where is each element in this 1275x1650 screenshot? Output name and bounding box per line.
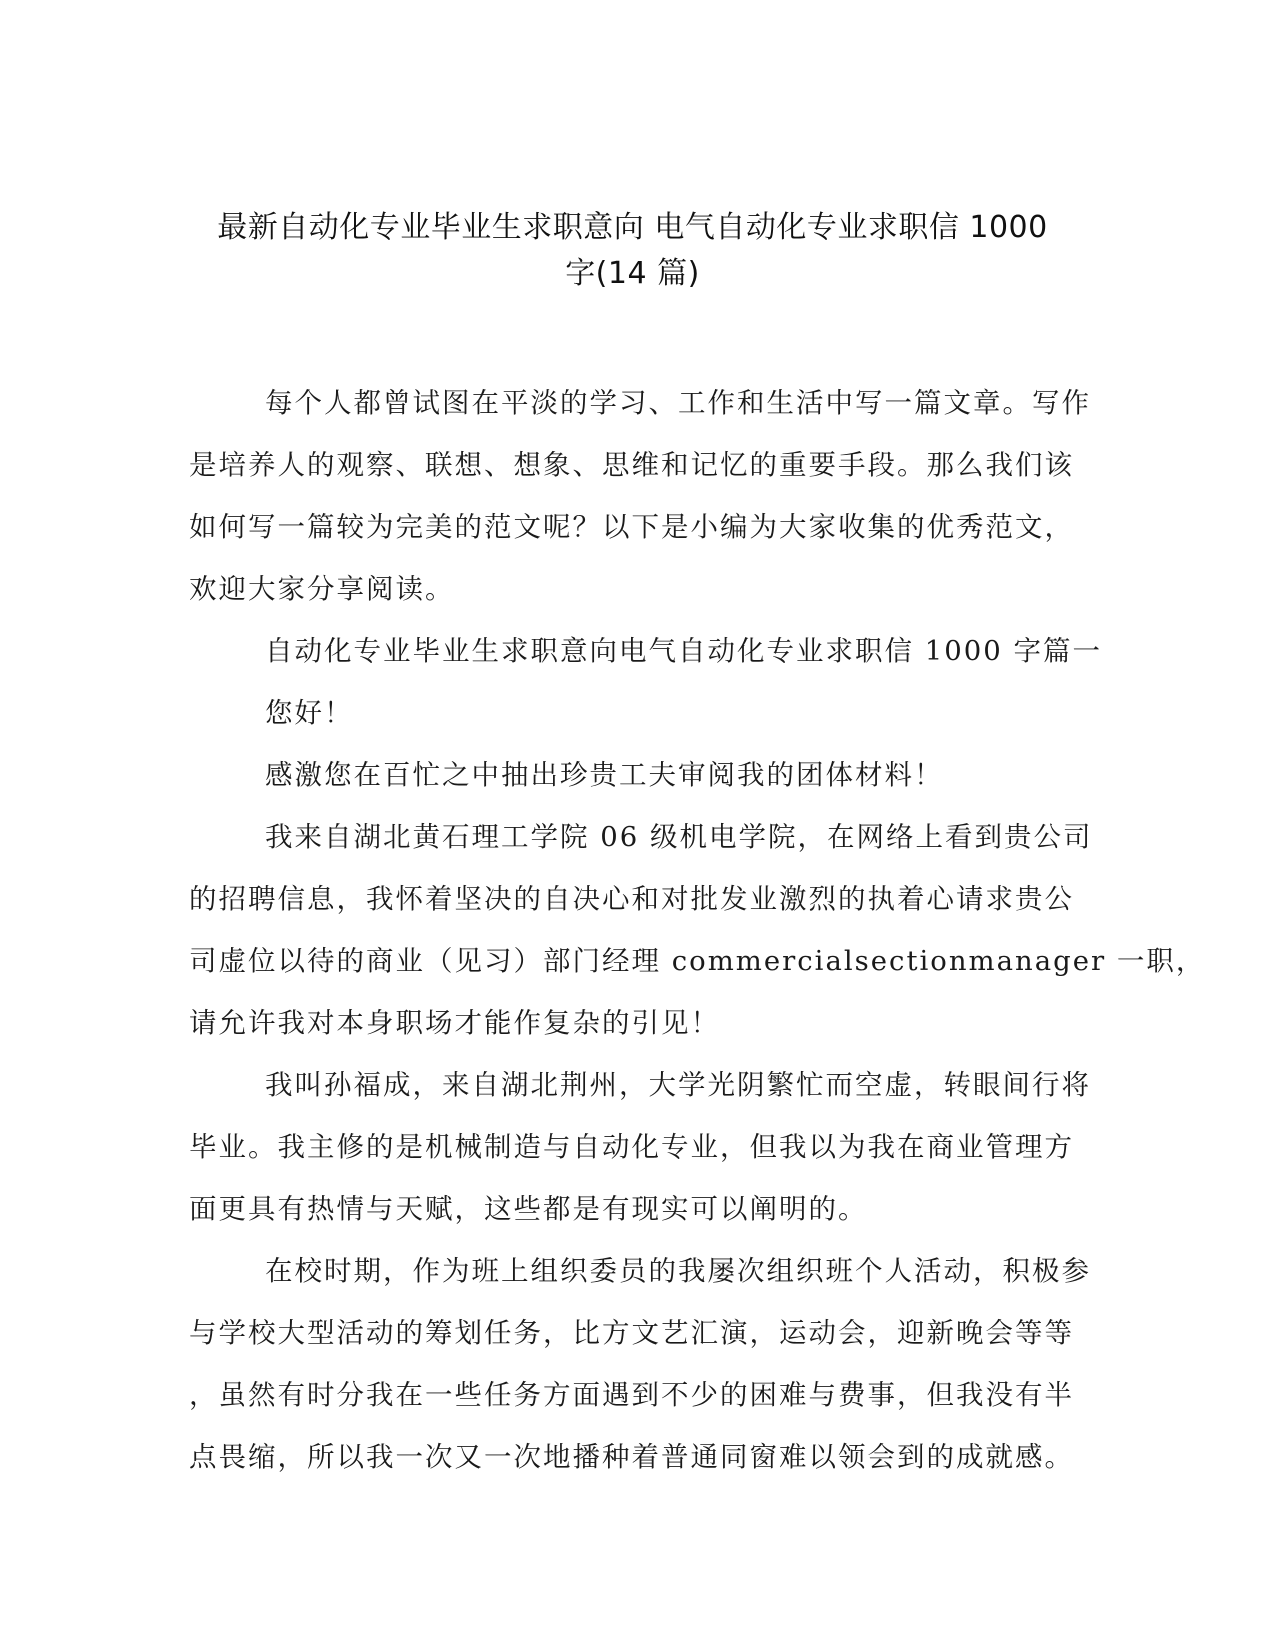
section-heading: 自动化专业毕业生求职意向电气自动化专业求职信 1000 字篇一 — [265, 635, 1102, 667]
paragraph-intro-self-line-2: 毕业。我主修的是机械制造与自动化专业，但我以为我在商业管理方 — [189, 1131, 1074, 1163]
title-line-1: 最新自动化专业毕业生求职意向 电气自动化专业求职信 1000 — [217, 210, 1048, 245]
paragraph-campus-line-1: 在校时期，作为班上组织委员的我屡次组织班个人活动，积极参 — [265, 1255, 1091, 1287]
paragraph-origin-line-3: 司虚位以待的商业（见习）部门经理 commercialsectionmanager 一职， — [189, 945, 1206, 977]
paragraph-intro-self-line-3: 面更具有热情与天赋，这些都是有现实可以阐明的。 — [189, 1193, 868, 1225]
paragraph-intro-line-4: 欢迎大家分享阅读。 — [189, 573, 455, 605]
paragraph-origin-line-2: 的招聘信息，我怀着坚决的自决心和对批发业激烈的执着心请求贵公 — [189, 883, 1074, 915]
greeting: 您好！ — [265, 697, 354, 729]
paragraph-origin-line-1: 我来自湖北黄石理工学院 06 级机电学院，在网络上看到贵公司 — [265, 821, 1093, 853]
paragraph-thanks: 感激您在百忙之中抽出珍贵工夫审阅我的团体材料！ — [265, 759, 944, 791]
paragraph-campus-line-2: 与学校大型活动的筹划任务，比方文艺汇演，运动会，迎新晚会等等 — [189, 1317, 1074, 1349]
title-line-2: 字(14 篇) — [565, 256, 700, 291]
paragraph-intro-self-line-1: 我叫孙福成，来自湖北荆州，大学光阴繁忙而空虚，转眼间行将 — [265, 1069, 1091, 1101]
paragraph-campus-line-4: 点畏缩，所以我一次又一次地播种着普通同窗难以领会到的成就感。 — [189, 1441, 1074, 1473]
paragraph-intro-line-1: 每个人都曾试图在平淡的学习、工作和生活中写一篇文章。写作 — [265, 387, 1091, 419]
paragraph-campus-line-3: ，虽然有时分我在一些任务方面遇到不少的困难与费事，但我没有半 — [189, 1379, 1074, 1411]
paragraph-intro-line-3: 如何写一篇较为完美的范文呢？以下是小编为大家收集的优秀范文， — [189, 511, 1074, 543]
document-body — [189, 372, 1206, 1488]
document-title — [180, 205, 1085, 297]
paragraph-intro-line-2: 是培养人的观察、联想、想象、思维和记忆的重要手段。那么我们该 — [189, 449, 1074, 481]
paragraph-origin-line-4: 请允许我对本身职场才能作复杂的引见！ — [189, 1007, 720, 1039]
